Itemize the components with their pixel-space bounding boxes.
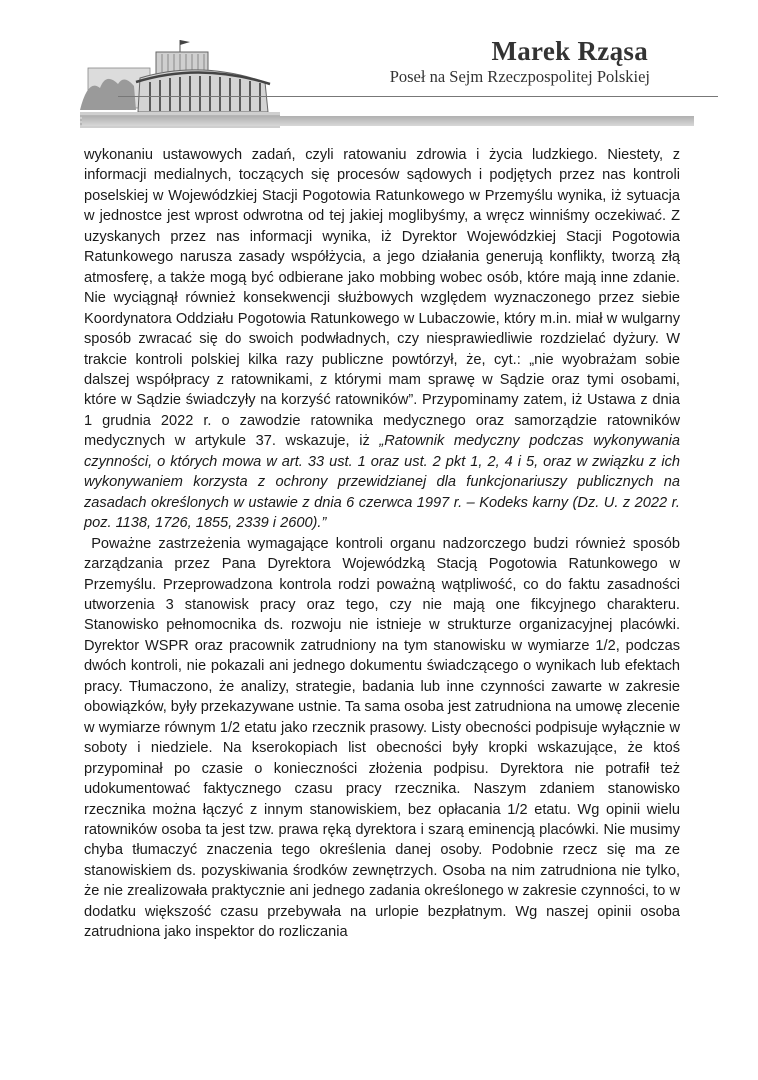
paragraph-1 [84,145,680,534]
paragraph-2-text: Poważne zastrzeżenia wymagające kontroli organu nadzorczego budzi również sposób zarządzania przez Pana Dyrektora Wojewódzką Stacją Pogotowia Ratunkowego w Przemyślu. Przeprowadzona kontrola rodzi poważną wątpliwość, co do faktu zasadności utworzenia 3 stanowisk pracy oraz tego, czy nie mają one fikcyjnego charakteru. Stanowisko pełnomocnika ds. rozwoju nie istnieje w strukturze organizacyjnej placówki. Dyrektor WSPR oraz pracownik zatrudniony na tym stanowisku w wymiarze 1/2, podczas dwóch kontroli, nie pokazali ani jednego dokumentu świadczącego o wynikach lub efektach pracy. Tłumaczono, że analizy, strategie, badania lub inne czynności zawarte w zakresie obowiązków, były przekazywane ustnie. Ta sama osoba jest zatrudniona na umowę zlecenie w wymiarze równym 1/2 etatu jako rzecznik prasowy. Listy obecności podpisuje wyłącznie w soboty i niedziele. Na kserokopiach list obecności były kropki wskazujące, że ktoś przypominał po czasie o konieczności złożenia podpisu. Dyrektora nie potrafił też udokumentować faktycznego czasu pracy rzecznika. Naszym zdaniem stanowisko rzecznika można łączyć z innym stanowiskiem, bez opłacania 1/2 etatu. Wg opinii wielu ratowników osoba ta jest tzw. prawa ręką dyrektora i szarą eminencją placówki. Nie musimy chyba tłumaczyć znaczenia tego określenia danej osoby. Podobnie rzecz się ma ze stanowiskiem ds. pozyskiwania środków zewnętrzych. Osoba na nim zatrudniona nie tylko, że nie zrealizowała praktycznie ani jednego zadania określonego w zakresie czynności, to w dodatku większość czasu przebywała na urlopie bezpłatnym. Wg naszej opinii osoba zatrudniona jako inspektor do rozliczania [84,535,680,941]
paragraph-2 [84,534,680,943]
header-rule [118,96,718,97]
letterhead [0,0,758,140]
legal-quote: „Ratownik medyczny podczas wykonywania czynności, o których mowa w art. 33 ust. 1 oraz ust. 2 pkt 1, 2, 4 i 5, oraz w związku z ich wykonywaniem korzysta z ochrony przewidzianej dla funkcjonariuszy publicznych na zasadach określonych w ustawie z dnia 6 czerwca 1997 r. – Kodeks karny (Dz. U. z 2022 r. poz. 1138, 1726, 1855, 2339 i 2600).” [84,433,681,532]
sejm-building-logo [80,38,280,128]
paragraph-1-text: wykonaniu ustawowych zadań, czyli ratowaniu zdrowia i życia ludzkiego. Niestety, z informacji medialnych, toczących się procesów sądowych i podjętych przez nas kontroli poselskiej w Wojewódzkiej Stacji Pogotowia Ratunkowego w Przemyślu wynika, iż sytuacja w jednostce jest wprost odwrotna od tej jakiej moglibyśmy, a wręcz winniśmy oczekiwać. Z uzyskanych przez nas informacji wynika, iż Dyrektor Wojewódzkiej Stacji Pogotowia Ratunkowego narusza zasady współżycia, a jego działania generują konflikty, tworzą złą atmosferę, a także mogą być odbierane jako mobbing wobec osób, które mają inne zdanie. Nie wyciągnął również konsekwencji służbowych względem wyznaczonego przez siebie Koordynatora Oddziału Pogotowia Ratunkowego w Lubaczowie, który m.in. miał w wulgarny sposób zwracać się do swoich podwładnych, czy niesprawiedliwie rozdzielać dyżury. W trakcie kontroli polskiej kilka razy publiczne powtórzył, że, cyt.: „nie wyobrażam sobie dalszej współpracy z ratownikami, z którymi mam sprawę w Sądzie oraz tymi osobami, które w Sądzie świadczyły na korzyść ratowników”. Przypominamy zatem, iż Ustawa z dnia 1 grudnia 2022 r. o zawodzie ratownika medycznego oraz samorządzie ratowników medycznych w artykule 37. wskazuje, iż [84,147,680,450]
author-title: Poseł na Sejm Rzeczpospolitej Polskiej [389,67,650,86]
header-band [82,116,694,126]
author-name: Marek Rząsa [491,36,648,66]
letter-body [84,145,680,943]
